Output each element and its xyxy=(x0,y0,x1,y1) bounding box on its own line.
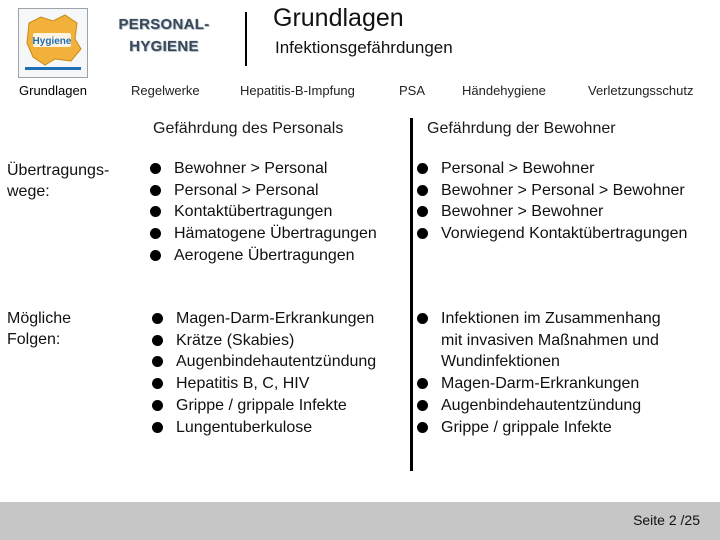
column-header-bewohner: Gefährdung der Bewohner xyxy=(427,120,616,137)
column-header-personal: Gefährdung des Personals xyxy=(153,120,344,137)
header-divider xyxy=(245,12,247,66)
list-item: Magen-Darm-Erkrankungen xyxy=(152,308,376,330)
list-item: Magen-Darm-Erkrankungen xyxy=(417,373,661,395)
bullet-icon xyxy=(417,185,428,196)
nav-verletzungsschutz[interactable]: Verletzungsschutz xyxy=(588,83,694,98)
list-item: Personal > Bewohner xyxy=(417,158,687,180)
bullet-icon xyxy=(150,185,161,196)
bullet-icon xyxy=(152,378,163,389)
slide-header xyxy=(0,0,720,110)
list-item: Hepatitis B, C, HIV xyxy=(152,373,376,395)
nav-psa[interactable]: PSA xyxy=(399,83,426,98)
svg-text:Hygiene: Hygiene xyxy=(32,36,72,47)
nav-grundlagen[interactable]: Grundlagen xyxy=(19,83,87,98)
bullet-icon xyxy=(417,313,428,324)
hygiene-logo xyxy=(18,8,88,78)
bullet-icon xyxy=(152,313,163,324)
bullet-icon xyxy=(152,400,163,411)
nav-regelwerke[interactable]: Regelwerke xyxy=(131,83,200,98)
list-item: Kontaktübertragungen xyxy=(150,201,377,223)
list-item: Lungentuberkulose xyxy=(152,417,376,439)
bullet-icon xyxy=(152,356,163,367)
list-item: Vorwiegend Kontaktübertragungen xyxy=(417,223,687,245)
list-item: Bewohner > Personal > Bewohner xyxy=(417,180,687,202)
state-map-icon xyxy=(19,9,87,77)
list-item: Infektionen im Zusammenhang xyxy=(417,308,661,330)
bullet-icon xyxy=(417,422,428,433)
bullet-icon xyxy=(150,206,161,217)
list-item: Grippe / grippale Infekte xyxy=(152,395,376,417)
page-title: Grundlagen xyxy=(273,4,404,32)
bullet-icon xyxy=(417,163,428,174)
list-bewohner-uebertragung xyxy=(417,158,687,245)
bullet-icon xyxy=(152,335,163,346)
nav-hepatitis-b-impfung[interactable]: Hepatitis-B-Impfung xyxy=(240,83,355,98)
top-navigation xyxy=(0,81,720,103)
row-label-moegliche-folgen: Mögliche Folgen: xyxy=(7,310,72,348)
bullet-icon xyxy=(150,250,161,261)
list-bewohner-folgen xyxy=(417,308,661,438)
bullet-icon xyxy=(417,378,428,389)
brand-line-2: HYGIENE xyxy=(129,38,199,55)
list-item-continuation: mit invasiven Maßnahmen und xyxy=(441,331,659,349)
list-item: Personal > Personal xyxy=(150,180,377,202)
slide-footer xyxy=(0,502,720,540)
bullet-icon xyxy=(152,422,163,433)
list-item: Augenbindehautentzündung xyxy=(152,351,376,373)
page-number: Seite 2 /25 xyxy=(633,512,700,528)
bullet-icon xyxy=(150,228,161,239)
list-item: Aerogene Übertragungen xyxy=(150,245,377,267)
bullet-icon xyxy=(150,163,161,174)
list-item: Krätze (Skabies) xyxy=(152,330,376,352)
list-item-continuation: Wundinfektionen xyxy=(441,353,560,371)
brand-wordmark xyxy=(110,14,218,58)
list-item: Hämatogene Übertragungen xyxy=(150,223,377,245)
list-item: Augenbindehautentzündung xyxy=(417,395,661,417)
content-table xyxy=(0,110,720,502)
bullet-icon xyxy=(417,206,428,217)
brand-line-1: PERSONAL- xyxy=(118,16,210,33)
list-item: Bewohner > Personal xyxy=(150,158,377,180)
page-subtitle: Infektionsgefährdungen xyxy=(275,38,453,57)
bullet-icon xyxy=(417,228,428,239)
nav-haendehygiene[interactable]: Händehygiene xyxy=(462,83,546,98)
column-divider xyxy=(410,118,413,471)
list-item: Bewohner > Bewohner xyxy=(417,201,687,223)
row-label-uebertragungswege: Übertragungs- wege: xyxy=(7,162,110,200)
list-item: Grippe / grippale Infekte xyxy=(417,417,661,439)
bullet-icon xyxy=(417,400,428,411)
list-personal-uebertragung xyxy=(150,158,377,267)
list-personal-folgen xyxy=(152,308,376,438)
